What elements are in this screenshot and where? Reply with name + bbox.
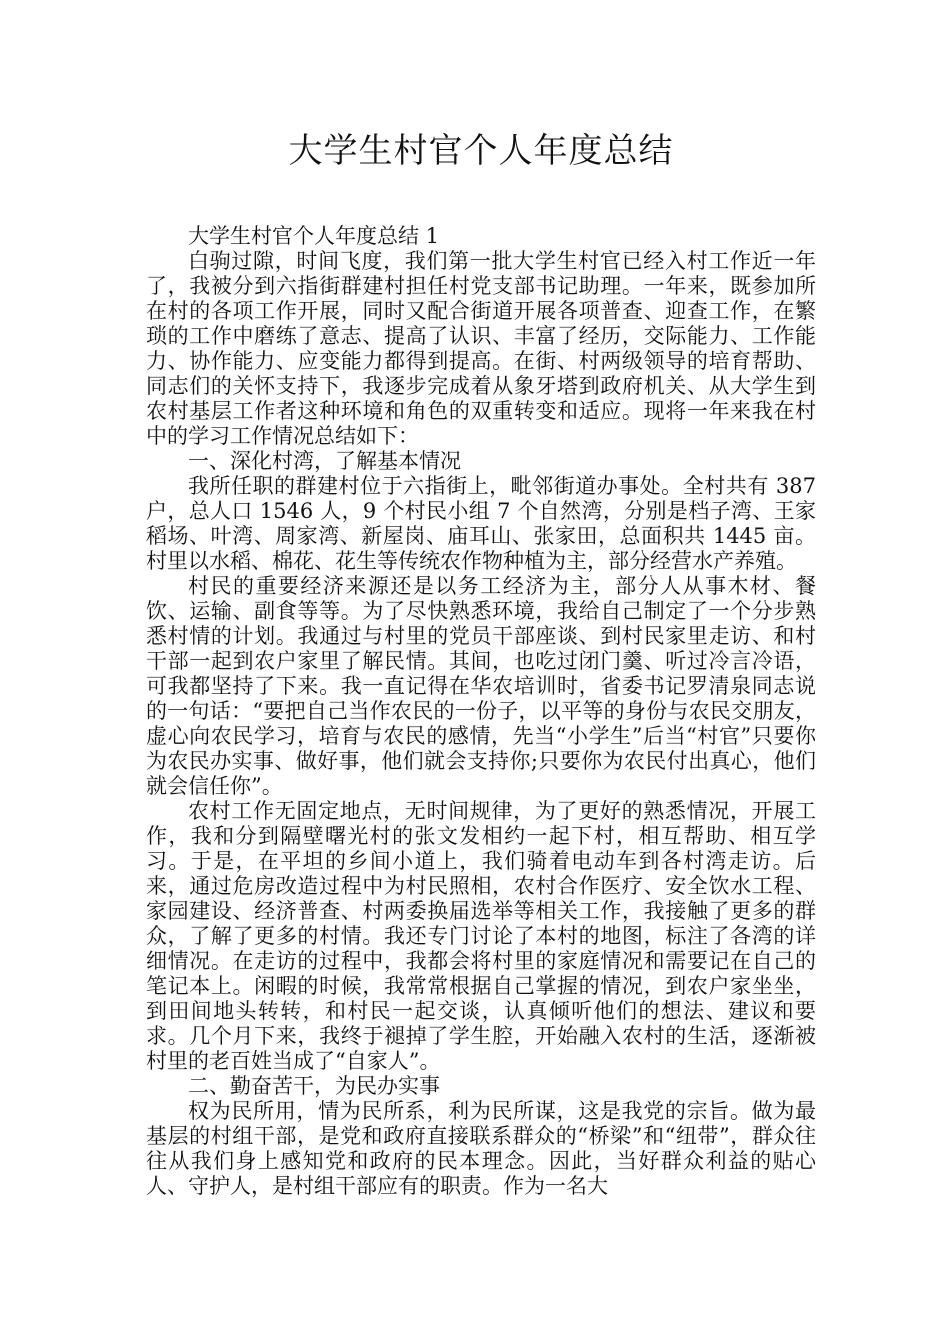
body-paragraph: 白驹过隙，时间飞度，我们第一批大学生村官已经入村工作近一年了，我被分到六指街群建村担任村党支部书记助理。一年来，既参加所在村的各项工作开展，同时又配合街道开展各项普查、迎查工作，在繁琐的工作中磨练了意志、提高了认识、丰富了经历，交际能力、工作能力、协作能力、应变能力都得到提高。在街、村两级领导的培育帮助、同志们的关怀支持下，我逐步完成着从象牙塔到政府机关、从大学生到农村基层工作者这种环境和角色的双重转变和适应。现将一年来我在村中的学习工作情况总结如下： <box>146 249 816 448</box>
body-paragraph: 我所任职的群建村位于六指街上，毗邻街道办事处。全村共有 387 户，总人口 1546 人，9 个村民小组 7 个自然湾，分别是档子湾、王家稻场、叶湾、周家湾、新屋岗、庙耳山、张家田，总面积共 1445 亩。村里以水稻、棉花、花生等传统农作物种植为主，部分经营水产养殖。 <box>146 474 816 573</box>
section-heading: 一、深化村湾，了解基本情况 <box>188 449 461 473</box>
section-heading: 大学生村官个人年度总结 1 <box>188 224 440 248</box>
body-paragraph: 权为民所用，情为民所系，利为民所谋，这是我党的宗旨。做为最基层的村组干部，是党和政府直接联系群众的“桥梁”和“纽带”，群众往往从我们身上感知党和政府的民本理念。因此，当好群众利益的贴心人、守护人，是村组干部应有的职责。作为一名大 <box>146 1099 816 1198</box>
body-paragraph: 村民的重要经济来源还是以务工经济为主，部分人从事木材、餐饮、运输、副食等等。为了尽快熟悉环境，我给自己制定了一个分步熟悉村情的计划。我通过与村里的党员干部座谈、到村民家里走访、和村干部一起到农户家里了解民情。其间，也吃过闭门羹、听过冷言冷语，可我都坚持了下来。我一直记得在华农培训时，省委书记罗清泉同志说的一句话：“要把自己当作农民的一份子，以平等的身份与农民交朋友，虚心向农民学习，培育与农民的感情，先当“小学生”后当“村官”只要你为农民办实事、做好事，他们就会支持你;只要你为农民付出真心，他们就会信任你”。 <box>146 574 816 798</box>
body-paragraph: 农村工作无固定地点，无时间规律，为了更好的熟悉情况，开展工作，我和分到隔壁曙光村的张文发相约一起下村，相互帮助、相互学习。于是，在平坦的乡间小道上，我们骑着电动车到各村湾走访。后来，通过危房改造过程中为村民照相，农村合作医疗、安全饮水工程、家园建设、经济普查、村两委换届选举等相关工作，我接触了更多的群众，了解了更多的村情。我还专门讨论了本村的地图，标注了各湾的详细情况。在走访的过程中，我都会将村里的家庭情况和需要记在自己的笔记本上。闲暇的时候，我常常根据自己掌握的情况，到农户家坐坐，到田间地头转转，和村民一起交谈，认真倾听他们的想法、建议和要求。几个月下来，我终于褪掉了学生腔，开始融入农村的生活，逐渐被村里的老百姓当成了“自家人”。 <box>146 799 816 1073</box>
section-heading: 二、勤奋苦干，为民办实事 <box>188 1074 440 1098</box>
document-title: 大学生村官个人年度总结 <box>288 131 674 171</box>
document-page <box>146 126 816 1199</box>
document-body <box>146 224 816 1199</box>
